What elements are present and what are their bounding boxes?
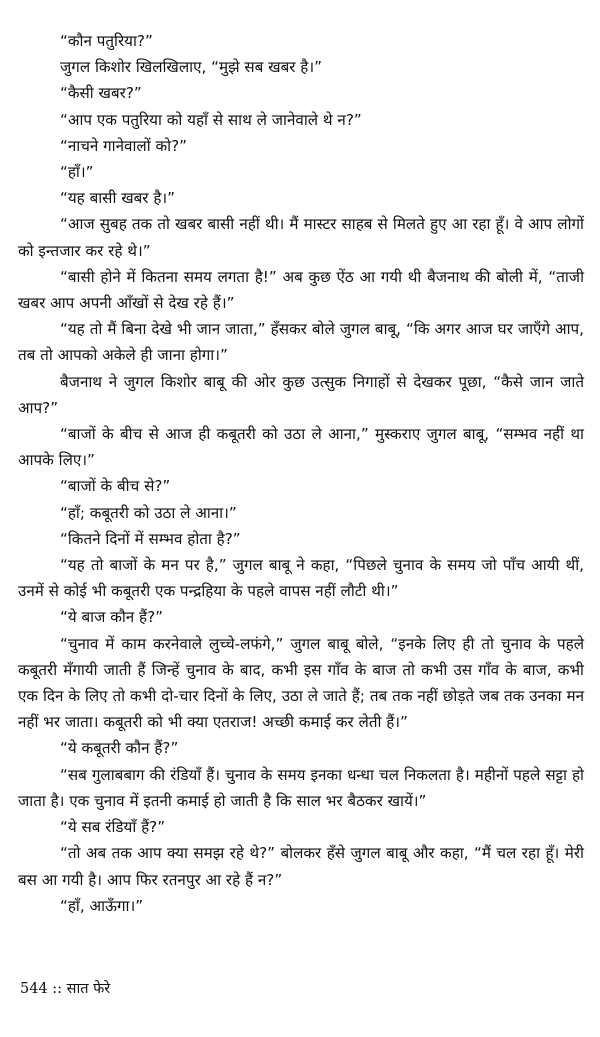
paragraph: “ये कबूतरी कौन हैं?”: [60, 739, 179, 758]
paragraph: “यह तो मैं बिना देखे भी जान जाता,” हँसकर बोले जुगल बाबू, “कि अगर आज घर जाएँगे आप, तब तो आपको अकेले ही जाना होगा।”: [18, 320, 584, 365]
paragraph: “यह तो बाजों के मन पर है,” जुगल बाबू ने कहा, “पिछले चुनाव के समय जो पाँच आयी थीं, उनमें से कोई भी कबूतरी एक पन्द्रहिया के पहले वापस नहीं लौटी थी।”: [18, 556, 584, 601]
paragraph: “आप एक पतुरिया को यहाँ से साथ ले जानेवाले थे न?”: [60, 110, 362, 129]
paragraph: “कैसी खबर?”: [60, 84, 142, 103]
paragraph: “सब गुलाबबाग की रंडियाँ हैं। चुनाव के समय इनका धन्धा चल निकलता है। महीनों पहले सट्टा हो जाता है। एक चुनाव में इतनी कमाई हो जाती है कि साल भर बैठकर खायें।”: [18, 765, 584, 810]
paragraph: “हाँ, आऊँगा।”: [60, 896, 144, 915]
paragraph: बैजनाथ ने जुगल किशोर बाबू की ओर कुछ उत्सुक निगाहों से देखकर पूछा, “कैसे जान जाते आप?”: [18, 372, 584, 417]
paragraph: “चुनाव में काम करनेवाले लुच्चे-लफंगे,” जुगल बाबू बोले, “इनके लिए ही तो चुनाव के पहले कबूतरी मँगायी जाती हैं जिन्हें चुनाव के बाद, कभी इस गाँव के बाज तो कभी उस गाँव के बाज, कभी एक दिन के लिए तो कभी दो-चार दिनों के लिए, उठा ले जाते हैं; तब तक नहीं छोड़ते जब तक उनका मन नहीं भर जाता। कबूतरी को भी क्या एतराज! अच्छी कमाई कर लेती हैं।”: [18, 634, 584, 732]
body-text: [18, 28, 584, 919]
paragraph: “आज सुबह तक तो खबर बासी नहीं थी। मैं मास्टर साहब से मिलते हुए आ रहा हूँ। वे आप लोगों को इन्तजार कर रहे थे।”: [18, 215, 584, 260]
paragraph: “यह बासी खबर है।”: [60, 189, 176, 208]
paragraph: “नाचने गानेवालों को?”: [60, 136, 188, 155]
paragraph: “कौन पतुरिया?”: [60, 32, 153, 50]
paragraph: जुगल किशोर खिलखिलाए, “मुझे सब खबर है।”: [60, 58, 322, 77]
paragraph: “ये बाज कौन हैं?”: [60, 608, 164, 627]
paragraph: “बासी होने में कितना समय लगता है!” अब कुछ ऐंठ आ गयी थी बैजनाथ की बोली में, “ताजी खबर आप अपनी आँखों से देख रहे हैं।”: [18, 267, 584, 313]
paragraph: “तो अब तक आप क्या समझ रहे थे?” बोलकर हँसे जुगल बाबू और कहा, “मैं चल रहा हूँ। मेरी बस आ गयी है। आप फिर रतनपुर आ रहे हैं न?”: [18, 844, 584, 889]
paragraph: “हाँ।”: [60, 163, 94, 182]
paragraph: “बाजों के बीच से आज ही कबूतरी को उठा ले आना,” मुस्कराए जुगल बाबू, “सम्भव नहीं था आपके लिए।”: [18, 425, 584, 470]
paragraph: “ये सब रंडियाँ हैं?”: [60, 818, 166, 837]
paragraph: “कितने दिनों में सम्भव होता है?”: [60, 529, 241, 548]
page-footer: 544 :: सात फेरे: [20, 981, 111, 997]
paragraph: “बाजों के बीच से?”: [60, 477, 171, 496]
paragraph: “हाँ; कबूतरी को उठा ले आना।”: [60, 503, 237, 522]
